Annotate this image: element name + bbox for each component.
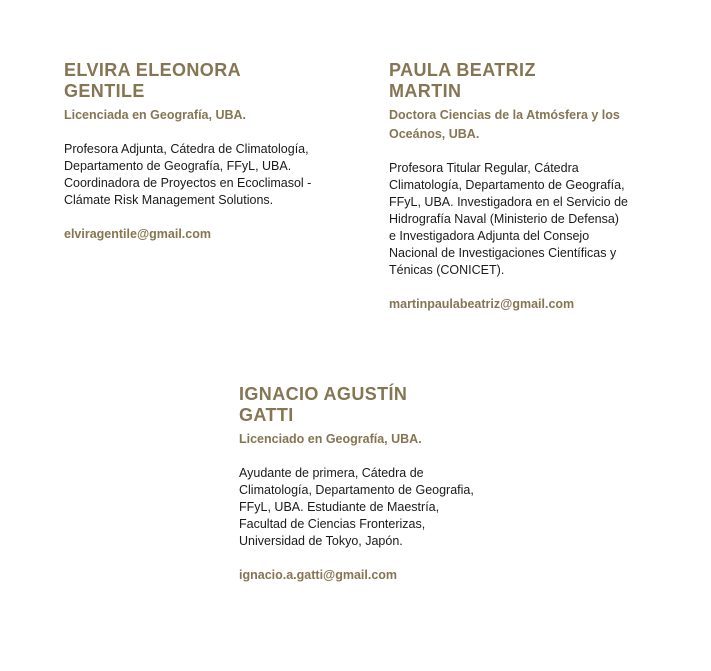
author-card-gentile xyxy=(64,60,326,243)
author-bio: Profesora Adjunta, Cátedra de Climatología, Departamento de Geografía, FFyL, UBA. Coordinadora de Proyectos en Ecoclimasol - Clámate Risk Management Solutions. xyxy=(64,142,312,207)
author-degree: Doctora Ciencias de la Atmósfera y los Oceános, UBA. xyxy=(389,108,620,141)
author-bio: Profesora Titular Regular, Cátedra Climatología, Departamento de Geografía, FFyL, UBA. Investigadora en el Servicio de Hidrografía Naval (Ministerio de Defensa) e Investigadora Adjunta del Consejo Nacional de Investigaciones Científicas y Ténicas (CONICET). xyxy=(389,161,629,277)
author-card-martin xyxy=(389,60,629,313)
author-bio: Ayudante de primera, Cátedra de Climatología, Departamento de Geografia, FFyL, UBA. Estudiante de Maestría, Facultad de Ciencias Fronterizas, Universidad de Tokyo, Japón. xyxy=(239,466,474,548)
author-degree: Licenciado en Geografía, UBA. xyxy=(239,432,422,446)
author-email[interactable]: ignacio.a.gatti@gmail.com xyxy=(239,568,398,582)
author-name: PAULA BEATRIZ MARTIN xyxy=(389,60,536,101)
author-name: IGNACIO AGUSTÍN GATTI xyxy=(239,384,408,425)
author-degree: Licenciada en Geografía, UBA. xyxy=(64,108,246,122)
author-card-gatti xyxy=(239,384,489,584)
author-email[interactable]: elviragentile@gmail.com xyxy=(64,227,211,241)
author-email[interactable]: martinpaulabeatriz@gmail.com xyxy=(389,297,575,311)
author-name: ELVIRA ELEONORA GENTILE xyxy=(64,60,241,101)
